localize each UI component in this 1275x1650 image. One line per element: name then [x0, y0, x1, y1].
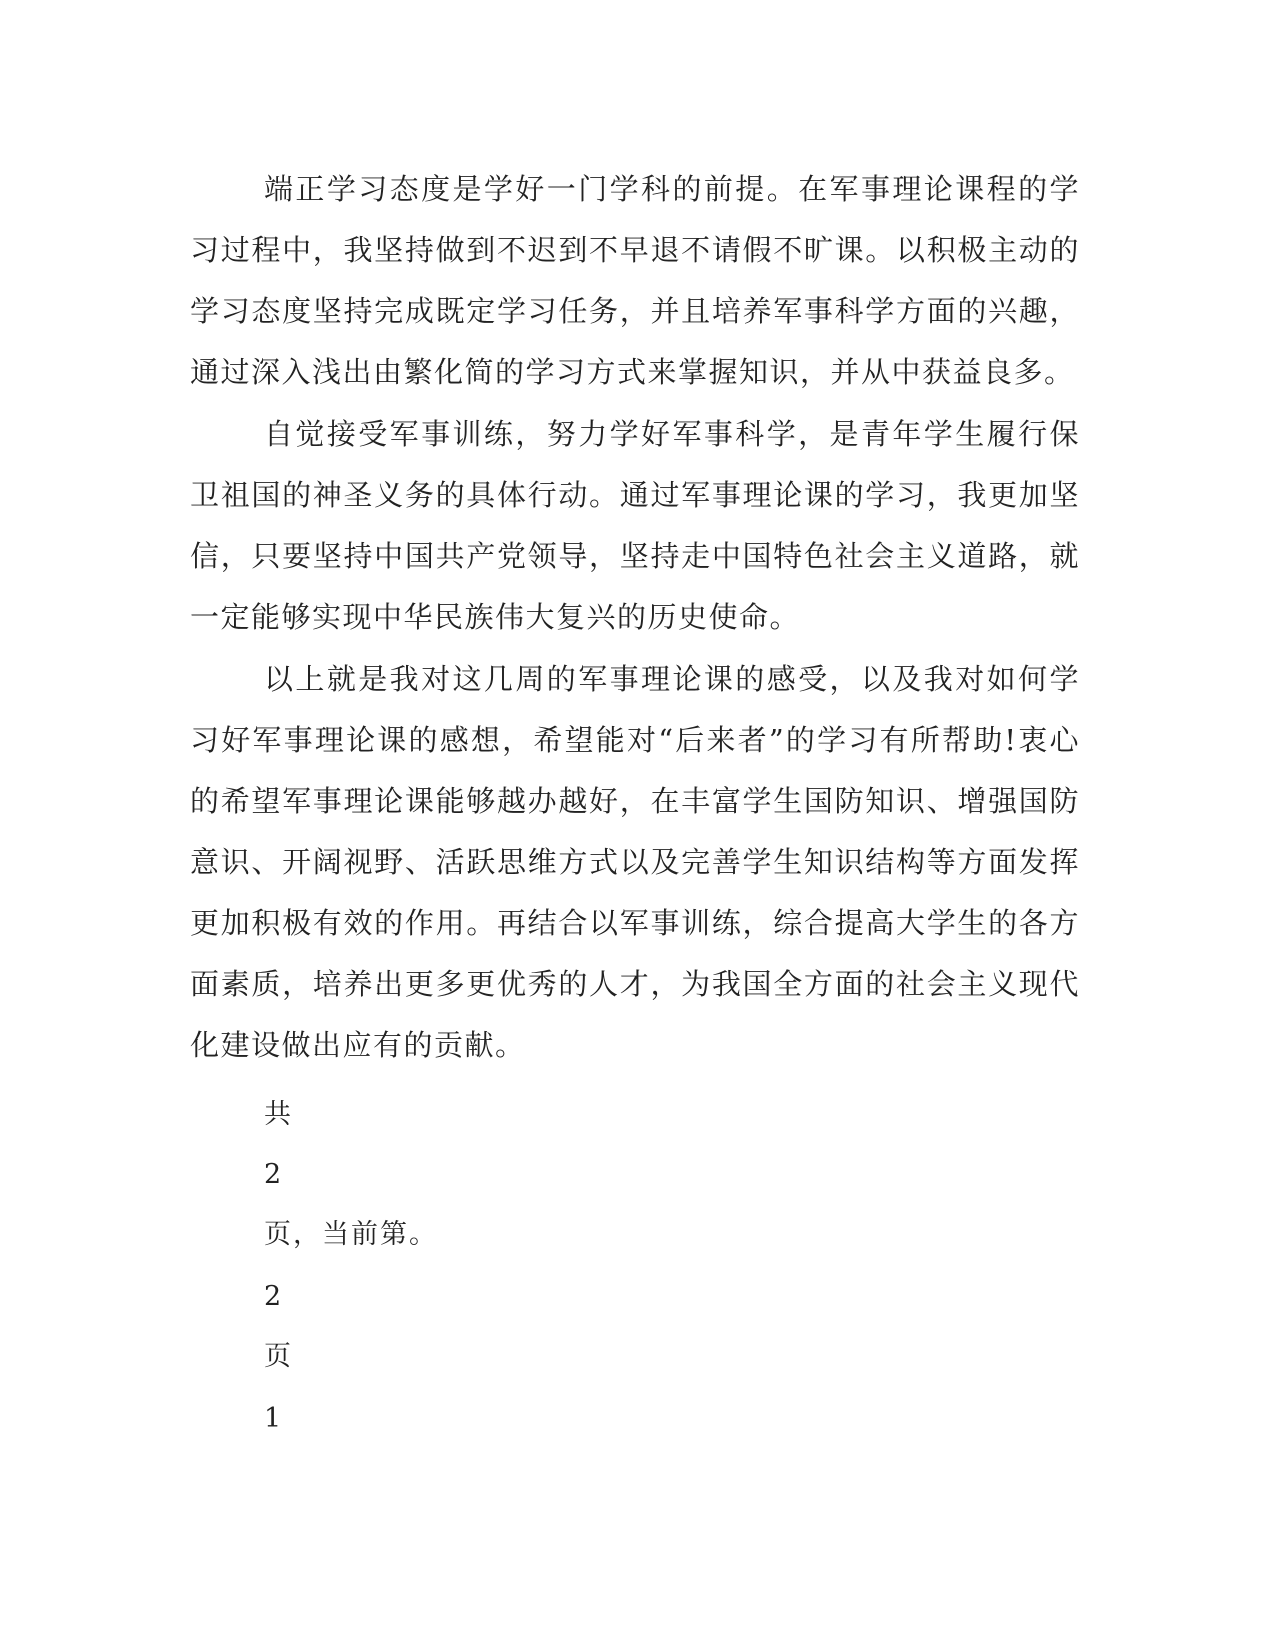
page-footer-current-label: 页，当前第。 — [264, 1219, 438, 1250]
paragraph-conclusion: 以上就是我对这几周的军事理论课的感受，以及我对如何学习好军事理论课的感想，希望能对“后来者”的学习有所帮助!衷心的希望军事理论课能够越办越好，在丰富学生国防知识、增强国防意识、开阔视野、活跃思维方式以及完善学生知识结构等方面发挥更加积极有效的作用。再结合以军事训练，综合提高大学生的各方面素质，培养出更多更优秀的人才，为我国全方面的社会主义现代化建设做出应有的贡献。 — [190, 662, 1080, 1062]
page-footer-total-count: 2 — [264, 1159, 284, 1190]
page-footer-total-label: 共 — [264, 1099, 293, 1130]
page-footer-trailing-number: 1 — [264, 1403, 284, 1434]
page-footer-current-number: 2 — [264, 1281, 284, 1312]
page-footer-page-word: 页 — [264, 1341, 293, 1372]
paragraph-study-attitude: 端正学习态度是学好一门学科的前提。在军事理论课程的学习过程中，我坚持做到不迟到不早退不请假不旷课。以积极主动的学习态度坚持完成既定学习任务，并且培养军事科学方面的兴趣，通过深入浅出由繁化简的学习方式来掌握知识，并从中获益良多。 — [190, 172, 1080, 389]
paragraph-military-training: 自觉接受军事训练，努力学好军事科学，是青年学生履行保卫祖国的神圣义务的具体行动。通过军事理论课的学习，我更加坚信，只要坚持中国共产党领导，坚持走中国特色社会主义道路，就一定能够实现中华民族伟大复兴的历史使命。 — [190, 417, 1080, 634]
